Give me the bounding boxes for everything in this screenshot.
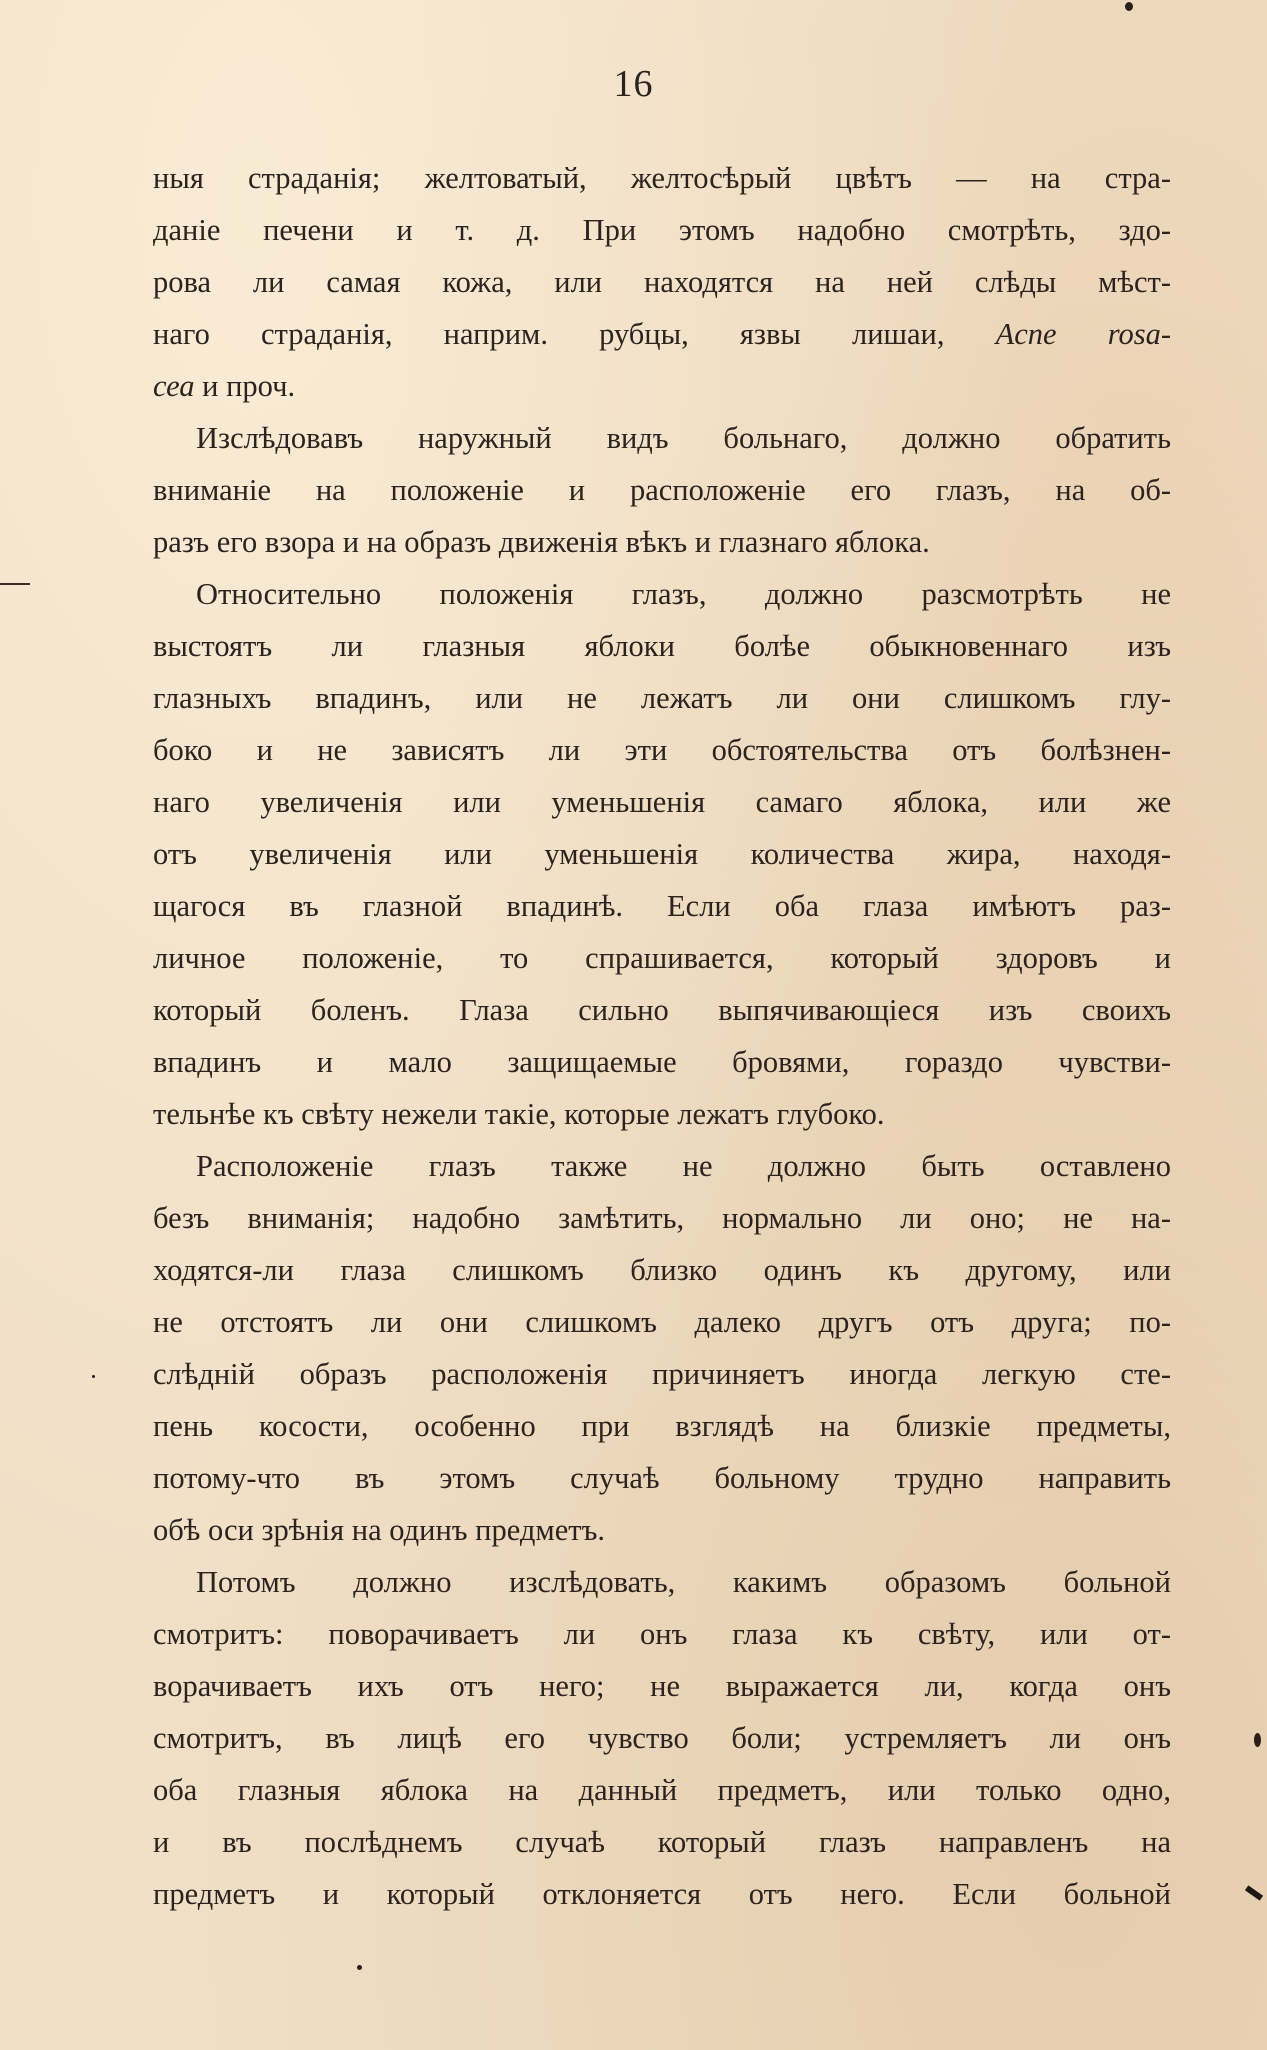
text-line: щагося въ глазной впадинѣ. Если оба глаза имѣютъ раз- (153, 889, 1171, 923)
text-line: выстоятъ ли глазныя яблоки болѣе обыкновеннаго изъ (153, 629, 1171, 663)
page-number: 16 (613, 63, 654, 105)
body-text (153, 152, 1171, 1920)
text-line: наго увеличенія или уменьшенія самаго яблока, или же (153, 785, 1171, 819)
ink-speck (357, 1965, 362, 1970)
latin-term-acne: Acne rosa- (995, 317, 1171, 351)
text-line: вниманіе на положеніе и расположеніе его глазъ, на об- (153, 473, 1171, 507)
text-line: потому-что въ этомъ случаѣ больному трудно направить (153, 1461, 1171, 1495)
text-line: предметъ и который отклоняется отъ него. Если больной (153, 1877, 1171, 1911)
text-line: глазныхъ впадинъ, или не лежатъ ли они слишкомъ глу- (153, 681, 1171, 715)
text-line: и въ послѣднемъ случаѣ который глазъ направленъ на (153, 1825, 1171, 1859)
text-line: боко и не зависятъ ли эти обстоятельства отъ болѣзнен- (153, 733, 1171, 767)
text-line: рова ли самая кожа, или находятся на ней слѣды мѣст- (153, 265, 1171, 299)
text-line: тельнѣе къ свѣту нежели такіе, которые лежатъ глубоко. (153, 1097, 885, 1131)
text-span: и проч. (202, 369, 296, 403)
text-line: отъ увеличенія или уменьшенія количества жира, находя- (153, 837, 1171, 871)
text-line: обѣ оси зрѣнія на одинъ предметъ. (153, 1513, 605, 1547)
text-line: ныя страданія; желтоватый, желтосѣрый цвѣтъ — на стра- (153, 161, 1171, 195)
text-line: который боленъ. Глаза сильно выпячивающіеся изъ своихъ (153, 993, 1171, 1027)
ink-speck (1125, 2, 1133, 11)
text-line: смотритъ, въ лицѣ его чувство боли; устремляетъ ли онъ (153, 1721, 1171, 1755)
text-line: даніе печени и т. д. При этомъ надобно смотрѣть, здо- (153, 213, 1171, 247)
margin-mark (1245, 1885, 1263, 1900)
text-line: оба глазныя яблока на данный предметъ, или только одно, (153, 1773, 1171, 1807)
text-line: Расположеніе глазъ также не должно быть оставлено (196, 1149, 1171, 1183)
text-line: ворачиваетъ ихъ отъ него; не выражается ли, когда онъ (153, 1669, 1171, 1703)
ink-speck (92, 1375, 95, 1378)
text-line: Относительно положенія глазъ, должно разсмотрѣть не (196, 577, 1171, 611)
text-line: личное положеніе, то спрашивается, который здоровъ и (153, 941, 1171, 975)
text-line-mixed (153, 308, 1171, 360)
text-line: Потомъ должно изслѣдовать, какимъ образомъ больной (196, 1565, 1171, 1599)
text-line: пень косости, особенно при взглядѣ на близкіе предметы, (153, 1409, 1171, 1443)
latin-term-cea: сеа (153, 369, 195, 403)
text-line-mixed (153, 360, 1171, 412)
text-line: Изслѣдовавъ наружный видъ больнаго, должно обратить (196, 421, 1171, 455)
text-span: наго страданія, наприм. рубцы, язвы лишаи, (153, 317, 945, 351)
margin-mark (0, 583, 30, 585)
text-line: ходятся-ли глаза слишкомъ близко одинъ къ другому, или (153, 1253, 1171, 1287)
text-line: слѣдній образъ расположенія причиняетъ иногда легкую сте- (153, 1357, 1171, 1391)
text-line: разъ его взора и на образъ движенія вѣкъ и глазнаго яблока. (153, 525, 930, 559)
text-line: смотритъ: поворачиваетъ ли онъ глаза къ свѣту, или от- (153, 1617, 1171, 1651)
text-line: не отстоятъ ли они слишкомъ далеко другъ отъ друга; по- (153, 1305, 1171, 1339)
text-line: впадинъ и мало защищаемые бровями, гораздо чувстви- (153, 1045, 1171, 1079)
ink-speck (1254, 1733, 1261, 1747)
text-line: безъ вниманія; надобно замѣтить, нормально ли оно; не на- (153, 1201, 1171, 1235)
